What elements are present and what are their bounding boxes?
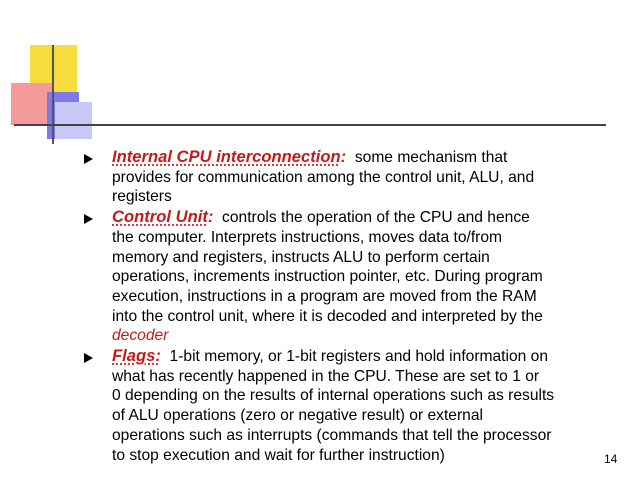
term-colon: :: [340, 147, 347, 166]
item-line: into the control unit, where it is decoded and interpreted by the: [112, 307, 543, 325]
term-label: Flags:: [112, 346, 161, 366]
item-line: operations, increments instruction pointer, etc. During program: [112, 268, 543, 286]
decor-vertical-line: [52, 45, 54, 144]
bullet-icon: [84, 353, 93, 363]
item-text: controls the operation of the CPU and hence: [213, 209, 530, 227]
item-text: 1-bit memory, or 1-bit registers and hold information on: [160, 348, 549, 366]
item-line: [112, 207, 624, 228]
item-line: of ALU operations (zero or negative result) or external: [112, 407, 483, 425]
list-item-flags: [84, 346, 624, 465]
term-label: Control Unit: [112, 207, 208, 227]
term-colon: :: [207, 207, 214, 227]
item-line: what has recently happened in the CPU. These are set to 1 or: [112, 367, 540, 385]
decoder-term: decoder: [112, 327, 169, 345]
item-line: registers: [112, 188, 172, 206]
title-divider-line: [14, 124, 606, 126]
item-line: memory and registers, instructs ALU to perform certain: [112, 248, 490, 266]
item-line: 0 depending on the results of internal operations such as results: [112, 387, 555, 405]
decor-lilac-square: [55, 102, 92, 139]
page-number: 14: [604, 452, 618, 466]
slide-body: [84, 147, 624, 465]
item-line: provides for communication among the control unit, ALU, and: [112, 168, 535, 186]
item-line: [112, 147, 624, 168]
item-line: the computer. Interprets instructions, moves data to/from: [112, 228, 503, 246]
item-line: operations such as interrupts (commands that tell the processor: [112, 426, 552, 444]
item-line: to stop execution and wait for further instruction): [112, 446, 445, 464]
list-item-control-unit: [84, 207, 624, 346]
term-label: Internal CPU interconnection: [112, 147, 341, 166]
bullet-icon: [84, 154, 93, 164]
item-line: execution, instructions in a program are moved from the RAM: [112, 287, 537, 305]
list-item-internal-cpu-interconnection: [84, 147, 624, 207]
item-text: some mechanism that: [346, 149, 508, 166]
bullet-icon: [84, 214, 93, 224]
item-line: [112, 346, 624, 367]
